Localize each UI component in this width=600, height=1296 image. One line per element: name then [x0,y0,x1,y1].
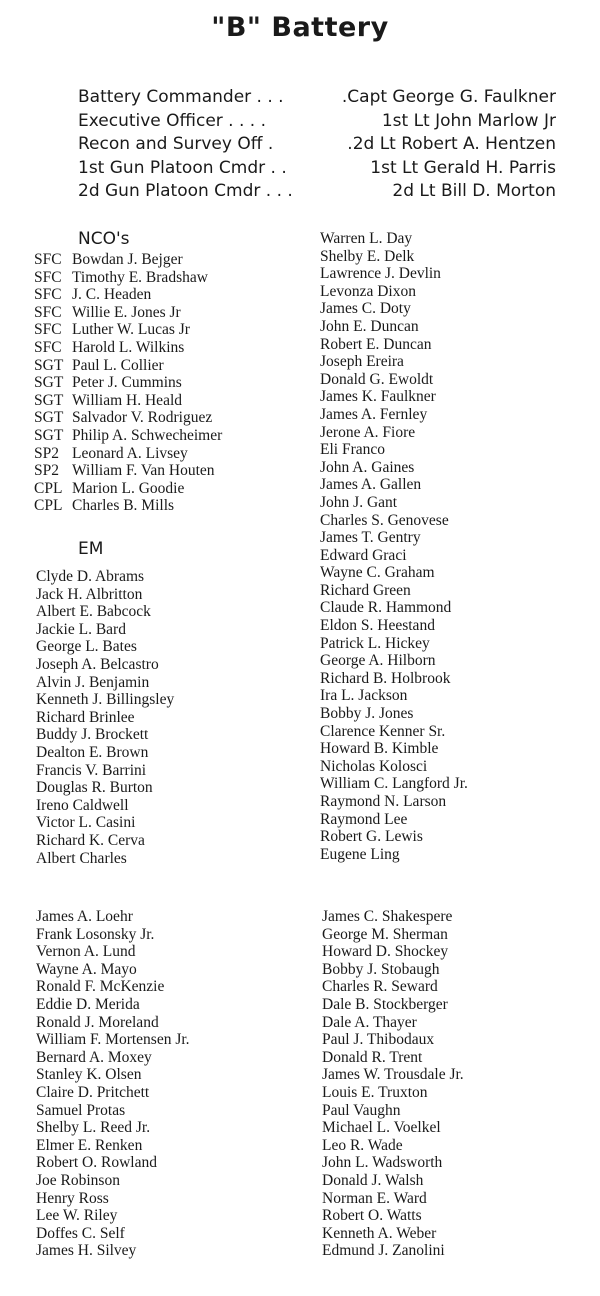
nco-entry [34,321,222,339]
roster-name: Clarence Kenner Sr. [320,722,446,740]
roster-name: John L. Wadsworth [322,1154,443,1172]
roster-name: Charles S. Genovese [320,511,449,529]
rank: SFC [34,303,62,321]
roster-name: Dale A. Thayer [322,1013,417,1031]
roster-name: Donald G. Ewoldt [320,370,434,388]
roster-name: Joseph Ereira [320,353,404,371]
roster-name: Nicholas Kolosci [320,757,428,775]
nco-entry [34,480,222,498]
rank: CPL [34,497,63,515]
roster-name: Richard Brinlee [36,708,135,726]
officer-name: 2d Lt Bill D. Morton [392,181,556,202]
page-title: "B" Battery [211,12,389,43]
roster-name: Claude R. Hammond [320,599,452,617]
roster-name: William C. Langford Jr. [320,775,468,793]
nco-entry [34,445,222,463]
roster-name: Robert O. Watts [322,1207,422,1225]
person-name: Bowdan J. Bejger [72,251,183,268]
roster-name: Eli Franco [320,441,385,459]
nco-entry [34,497,222,515]
officer-role: Recon and Survey Off . [78,134,274,155]
nco-entry [34,409,222,427]
nco-heading: NCO's [78,229,130,249]
roster-name: James C. Doty [320,300,411,318]
officer-role: 1st Gun Platoon Cmdr . . [78,157,287,178]
roster-name: Buddy J. Brockett [36,726,149,744]
roster-name: Norman E. Ward [322,1189,427,1207]
nco-entry [34,269,222,287]
roster-name: Donald J. Walsh [322,1171,424,1189]
roster-name: Dale B. Stockberger [322,995,448,1013]
officer-name: .Capt George G. Faulkner [341,87,556,107]
roster-name: Wayne A. Mayo [36,960,137,978]
officer-row [78,180,568,204]
person-name: William F. Van Houten [72,462,215,480]
person-name: Harold L. Wilkins [72,338,185,356]
officer-role: 2d Gun Platoon Cmdr . . . [78,181,293,202]
roster-name: Eddie D. Merida [36,995,140,1013]
rank: SFC [34,286,62,304]
roster-name: Stanley K. Olsen [36,1066,142,1084]
rank: SP2 [34,444,59,462]
roster-name: Joseph A. Belcastro [36,655,159,673]
roster-name: John E. Duncan [320,317,419,335]
roster-name: Jackie L. Bard [36,620,126,638]
em-heading: EM [78,539,104,559]
roster-name: Shelby E. Delk [320,247,415,265]
person-name: Marion L. Goodie [72,479,185,497]
roster-name: Eugene Ling [320,845,400,863]
roster-name: John J. Gant [320,493,398,511]
roster-name: Eldon S. Heestand [320,617,435,635]
officer-list [78,86,568,204]
roster-name: Michael L. Voelkel [322,1119,441,1137]
roster-name: Ronald F. McKenzie [36,978,165,996]
nco-entry [34,357,222,375]
roster-name: Clyde D. Abrams [36,568,145,585]
person-name: Paul L. Collier [72,356,164,374]
roster-name: John A. Gaines [320,458,415,476]
roster-name: Albert E. Babcock [36,603,151,621]
roster-name: Paul J. Thibodaux [322,1031,435,1049]
roster-name: Victor L. Casini [36,814,136,832]
nco-entry [34,427,222,445]
nco-entry [34,304,222,322]
nco-entry [34,462,222,480]
roster-name: Alvin J. Benjamin [36,673,150,691]
roster-name: Robert O. Rowland [36,1154,157,1172]
rank: SGT [34,374,64,392]
roster-name: James H. Silvey [36,1242,137,1260]
person-name: Luther W. Lucas Jr [72,321,190,339]
roster-name: Patrick L. Hickey [320,634,430,652]
officer-row [78,110,568,134]
roster-name: James C. Shakespere [322,908,453,925]
roster-name: Edward Graci [320,546,407,564]
roster-name: Louis E. Truxton [322,1083,428,1101]
roster-name: Frank Losonsky Jr. [36,925,155,943]
roster-name: James A. Gallen [320,476,422,494]
roster-name: Bobby J. Jones [320,705,414,723]
roster-name: Richard K. Cerva [36,831,145,849]
roster-name: Jack H. Albritton [36,585,143,603]
roster-name: Ira L. Jackson [320,687,408,705]
roster-name: Robert G. Lewis [320,828,423,846]
officer-role: Battery Commander . . . [78,87,284,107]
rank: SGT [34,356,64,374]
officer-name: .2d Lt Robert A. Hentzen [347,134,556,155]
roster-name: Paul Vaughn [322,1101,401,1119]
roster-name: William F. Mortensen Jr. [36,1031,190,1049]
em-list-right [320,230,468,863]
roster-name: Robert E. Duncan [320,335,432,353]
officer-name: 1st Lt Gerald H. Parris [370,157,556,178]
em-list-left-continued [36,908,190,1260]
roster-name: Vernon A. Lund [36,943,136,961]
officer-row [78,133,568,157]
officer-row [78,86,568,110]
rank: SGT [34,409,64,427]
roster-name: Raymond Lee [320,810,408,828]
person-name: Willie E. Jones Jr [72,303,181,321]
rank: SFC [34,321,62,339]
em-list-left [36,568,174,867]
person-name: J. C. Headen [72,286,152,304]
rank: SFC [34,251,62,268]
person-name: Salvador V. Rodriguez [72,409,213,427]
roster-name: George A. Hilborn [320,652,436,670]
roster-name: Lawrence J. Devlin [320,265,441,283]
roster-name: Warren L. Day [320,230,413,247]
rank: CPL [34,479,63,497]
roster-name: James K. Faulkner [320,388,436,406]
roster-name: Bernard A. Moxey [36,1048,152,1066]
officer-row [78,157,568,181]
roster-name: James T. Gentry [320,529,421,547]
roster-name: Doffes C. Self [36,1224,125,1242]
roster-name: Dealton E. Brown [36,743,149,761]
person-name: Charles B. Mills [72,497,175,515]
roster-name: Howard B. Kimble [320,740,439,758]
nco-entry [34,251,222,269]
roster-name: Wayne C. Graham [320,564,435,582]
nco-entry [34,374,222,392]
roster-name: George L. Bates [36,638,137,656]
nco-list [34,251,222,515]
rank: SGT [34,426,64,444]
rank: SFC [34,338,62,356]
person-name: Timothy E. Bradshaw [72,268,208,286]
roster-name: James W. Trousdale Jr. [322,1066,464,1084]
roster-name: Lee W. Riley [36,1207,118,1225]
roster-name: Shelby L. Reed Jr. [36,1119,151,1137]
roster-name: George M. Sherman [322,925,448,943]
roster-name: Henry Ross [36,1189,109,1207]
roster-name: Elmer E. Renken [36,1136,143,1154]
roster-name: Samuel Protas [36,1101,126,1119]
roster-name: Raymond N. Larson [320,793,447,810]
person-name: Philip A. Schwecheimer [72,426,223,444]
rank: SGT [34,391,64,409]
nco-entry [34,392,222,410]
roster-name: Richard Green [320,581,411,599]
person-name: William H. Heald [72,391,182,409]
person-name: Peter J. Cummins [72,374,182,392]
roster-name: Jerone A. Fiore [320,423,416,441]
roster-name: James A. Fernley [320,405,428,423]
roster-name: Edmund J. Zanolini [322,1242,445,1260]
roster-name: Douglas R. Burton [36,779,153,797]
roster-name: Ronald J. Moreland [36,1013,159,1031]
roster-name: Levonza Dixon [320,282,416,300]
roster-name: Leo R. Wade [322,1136,403,1154]
roster-name: Donald R. Trent [322,1048,423,1066]
rank: SP2 [34,462,59,480]
roster-name: Joe Robinson [36,1171,120,1189]
roster-name: Charles R. Seward [322,978,438,996]
officer-role: Executive Officer . . . . [78,110,267,131]
roster-name: Richard B. Holbrook [320,669,451,687]
nco-entry [34,339,222,357]
roster-name: Kenneth A. Weber [322,1224,437,1242]
nco-entry [34,286,222,304]
person-name: Leonard A. Livsey [72,444,188,462]
roster-name: Albert Charles [36,849,127,867]
roster-name: Kenneth J. Billingsley [36,691,175,709]
roster-name: Claire D. Pritchett [36,1083,150,1101]
em-list-right-continued [322,908,464,1260]
roster-name: Francis V. Barrini [36,761,147,779]
officer-name: 1st Lt John Marlow Jr [381,110,556,131]
roster-name: Bobby J. Stobaugh [322,960,440,978]
roster-name: Ireno Caldwell [36,796,129,814]
rank: SFC [34,268,62,286]
roster-name: Howard D. Shockey [322,943,449,961]
roster-name: James A. Loehr [36,908,133,925]
